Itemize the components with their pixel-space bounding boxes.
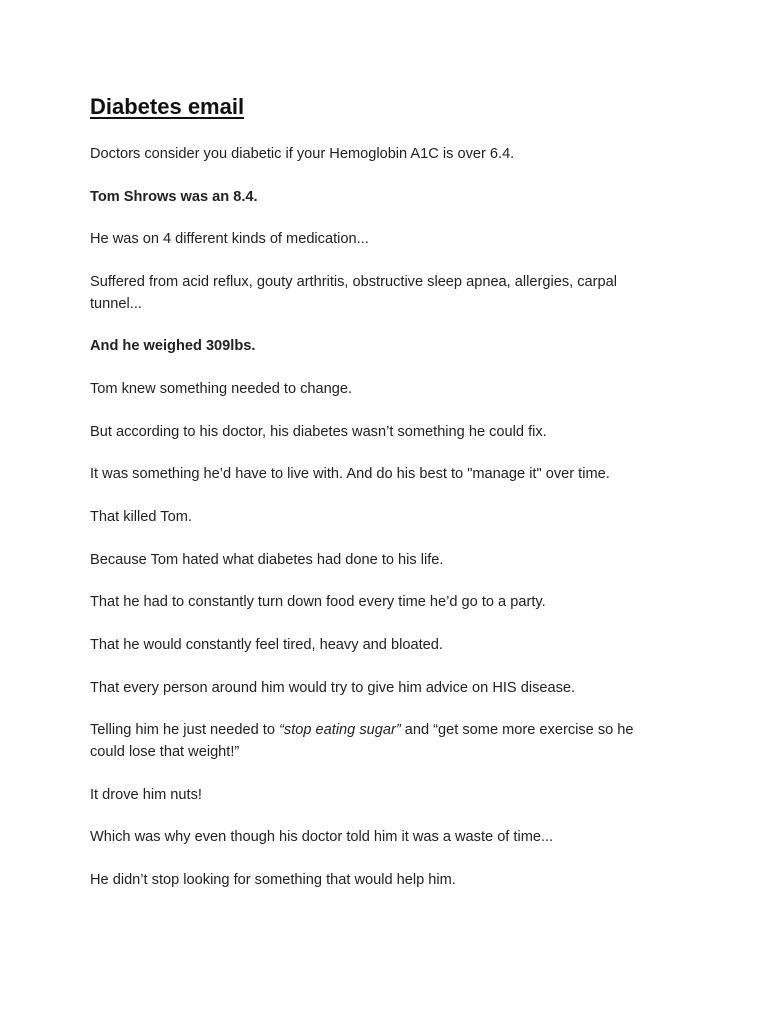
- paragraph-needed-change: Tom knew something needed to change.: [90, 380, 353, 397]
- paragraph-advice: That every person around him would try to give him advice on HIS disease.: [90, 679, 576, 696]
- document-page: [90, 92, 670, 913]
- paragraph-doctor-opinion: But according to his doctor, his diabetes wasn’t something he could fix.: [90, 423, 547, 440]
- paragraph-stop-eating-sugar: [90, 720, 670, 763]
- paragraph-a1c-threshold: Doctors consider you diabetic if your Hemoglobin A1C is over 6.4.: [90, 146, 515, 162]
- paragraph-tom-a1c: Tom Shrows was an 8.4.: [90, 188, 258, 205]
- paragraph-hated-diabetes: Because Tom hated what diabetes had done to his life.: [90, 551, 444, 568]
- paragraph-drove-nuts: It drove him nuts!: [90, 786, 202, 803]
- paragraph-kept-looking: He didn’t stop looking for something that would help him.: [90, 872, 456, 888]
- paragraph-stop-eating-sugar-before: Telling him he just needed to: [90, 722, 280, 739]
- paragraph-medication: He was on 4 different kinds of medication...: [90, 231, 369, 248]
- paragraph-killed-tom: That killed Tom.: [90, 509, 192, 525]
- paragraph-stop-eating-sugar-italic: “stop eating sugar”: [279, 722, 401, 739]
- paragraph-conditions: Suffered from acid reflux, gouty arthritis, obstructive sleep apnea, allergies, carpal tunnel...: [90, 274, 617, 312]
- paragraph-live-with-it: It was something he’d have to live with. And do his best to "manage it" over time.: [90, 466, 610, 483]
- paragraph-waste-of-time: Which was why even though his doctor told him it was a waste of time...: [90, 829, 554, 846]
- paragraph-tired-bloated: That he would constantly feel tired, heavy and bloated.: [90, 637, 443, 654]
- document-title: Diabetes email: [90, 94, 245, 119]
- paragraph-weight: And he weighed 309lbs.: [90, 338, 256, 355]
- paragraph-turn-down-food: That he had to constantly turn down food every time he’d go to a party.: [90, 594, 546, 611]
- paragraph-stop-eating-sugar-after: and “get some more exercise so he could lose that weight!”: [90, 722, 634, 760]
